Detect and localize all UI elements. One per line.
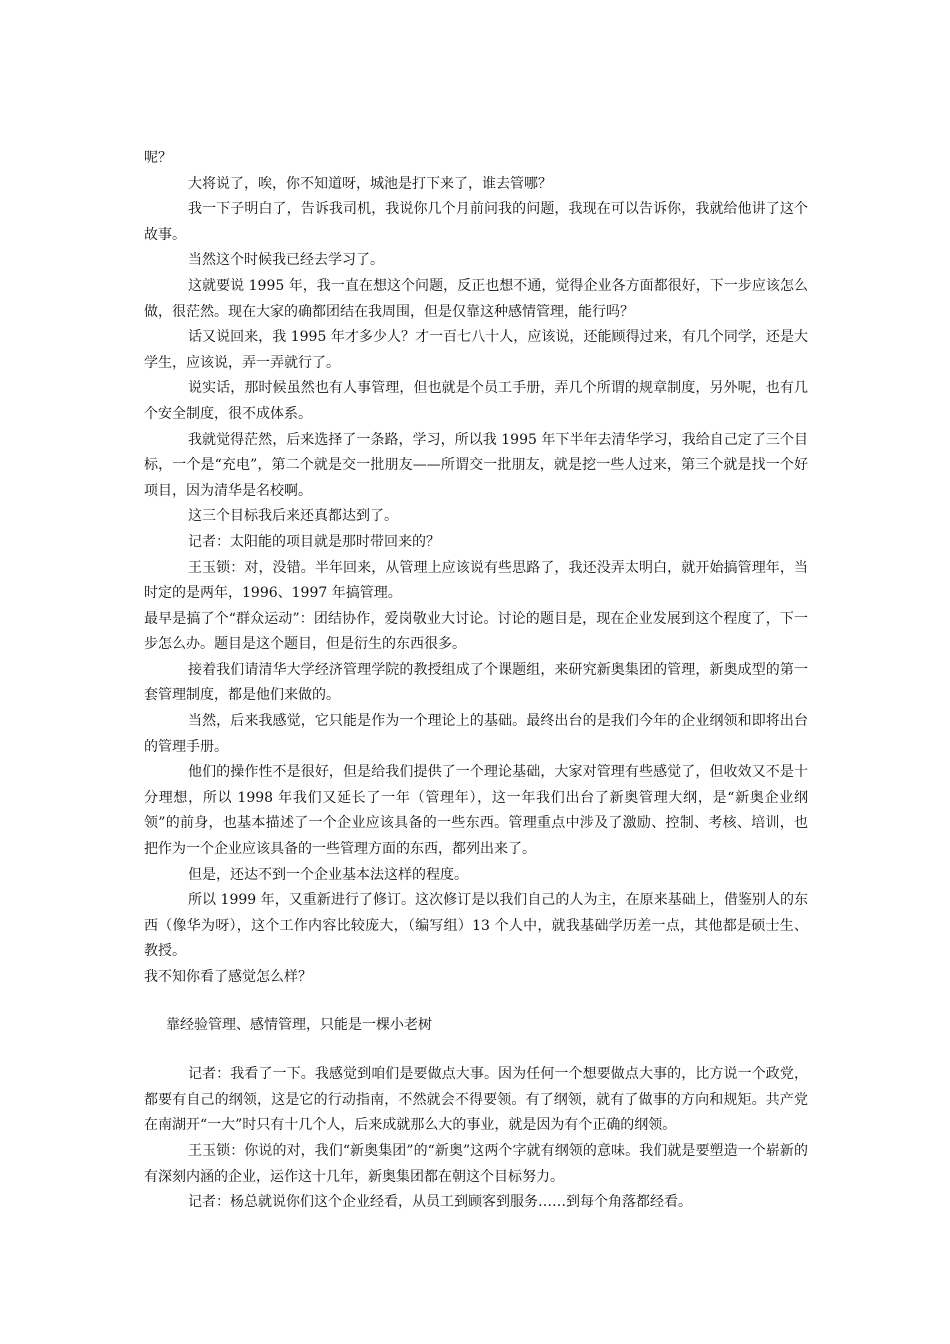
- paragraph: 记者：杨总就说你们这个企业经看，从员工到顾客到服务……到每个角落都经看。: [188, 1194, 692, 1211]
- paragraph: 但是，还达不到一个企业基本法这样的程度。: [188, 866, 468, 883]
- paragraph: 他们的操作性不是很好，但是给我们提供了一个理论基础，大家对管理有些感觉了，但收效又不是十分理想，所以 1998 年我们又延长了一年（管理年），这一年我们出台了新奥管理大纲，是“新奥企业纲领”的前身，也基本描述了一个企业应该具备的一些东西。管理重点中涉及了激励、控制、考核、培训，也把作为一个企业应该具备的一些管理方面的东西，都列出来了。: [144, 764, 808, 858]
- paragraph: 呢？: [144, 150, 172, 166]
- paragraph: 我一下子明白了，告诉我司机，我说你几个月前问我的问题，我现在可以告诉你，我就给他讲了这个故事。: [144, 201, 808, 243]
- paragraphs-after-heading: [144, 1062, 808, 1216]
- paragraph: 大将说了，唉，你不知道呀，城池是打下来了，谁去管哪？: [188, 175, 552, 192]
- paragraph: 接着我们请清华大学经济管理学院的教授组成了个课题组，来研究新奥集团的管理，新奥成型的第一套管理制度，都是他们来做的。: [144, 661, 808, 704]
- paragraph: 记者：太阳能的项目就是那时带回来的？: [188, 533, 440, 550]
- paragraph: 我不知你看了感觉怎么样？: [144, 969, 312, 985]
- paragraph: 当然，后来我感觉，它只能是作为一个理论上的基础。最终出台的是我们今年的企业纲领和即将出台的管理手册。: [144, 713, 808, 755]
- paragraph: 王玉锁：你说的对，我们“新奥集团”的“新奥”这两个字就有纲领的意味。我们就是要塑造一个崭新的有深刻内涵的企业，运作这十几年，新奥集团都在朝这个目标努力。: [144, 1142, 808, 1185]
- paragraph: 我就觉得茫然，后来选择了一条路，学习，所以我 1995 年下半年去清华学习，我给自己定了三个目标，一个是“充电”，第二个就是交一批朋友——所谓交一批朋友，就是挖一些人过来，第三个就是找一个好项目，因为清华是名校啊。: [144, 431, 808, 499]
- paragraphs-before-heading: [144, 146, 808, 991]
- paragraph: 王玉锁：对，没错。半年回来，从管理上应该说有些思路了，我还没弄太明白，就开始搞管理年，当时定的是两年，1996、1997 年搞管理。: [144, 559, 808, 602]
- paragraph: 话又说回来，我 1995 年才多少人？才一百七八十人，应该说，还能顾得过来，有几个同学，还是大学生，应该说，弄一弄就行了。: [144, 329, 808, 371]
- paragraph: 最早是搞了个“群众运动”：团结协作，爱岗敬业大讨论。讨论的题目是，现在企业发展到这个程度了，下一步怎么办。题目是这个题目，但是衍生的东西很多。: [144, 610, 808, 653]
- paragraph: 当然这个时候我已经去学习了。: [188, 252, 384, 269]
- paragraph: 这三个目标我后来还真都达到了。: [188, 508, 398, 525]
- paragraph: 所以 1999 年，又重新进行了修订。这次修订是以我们自己的人为主，在原来基础上，借鉴别人的东西（像华为呀），这个工作内容比较庞大，（编写组）13 个人中，就我基础学历差一点，其他都是硕士生、教授。: [144, 892, 808, 960]
- paragraph: 记者：我看了一下。我感觉到咱们是要做点大事。因为任何一个想要做点大事的，比方说一个政党，都要有自己的纲领，这是它的行动指南，不然就会不得要领。有了纲领，就有了做事的方向和规矩。共产党在南湖开“一大”时只有十几个人，后来成就那么大的事业，就是因为有个正确的纲领。: [144, 1066, 808, 1134]
- section-heading: 靠经验管理、感情管理，只能是一棵小老树: [166, 1016, 432, 1033]
- paragraph: 这就要说 1995 年，我一直在想这个问题，反正也想不通，觉得企业各方面都很好，下一步应该怎么做，很茫然。现在大家的确都团结在我周围，但是仅靠这种感情管理，能行吗？: [144, 277, 808, 320]
- document-body: [144, 146, 808, 1216]
- paragraph: 说实话，那时候虽然也有人事管理，但也就是个员工手册，弄几个所谓的规章制度，另外呢，也有几个安全制度，很不成体系。: [144, 380, 808, 422]
